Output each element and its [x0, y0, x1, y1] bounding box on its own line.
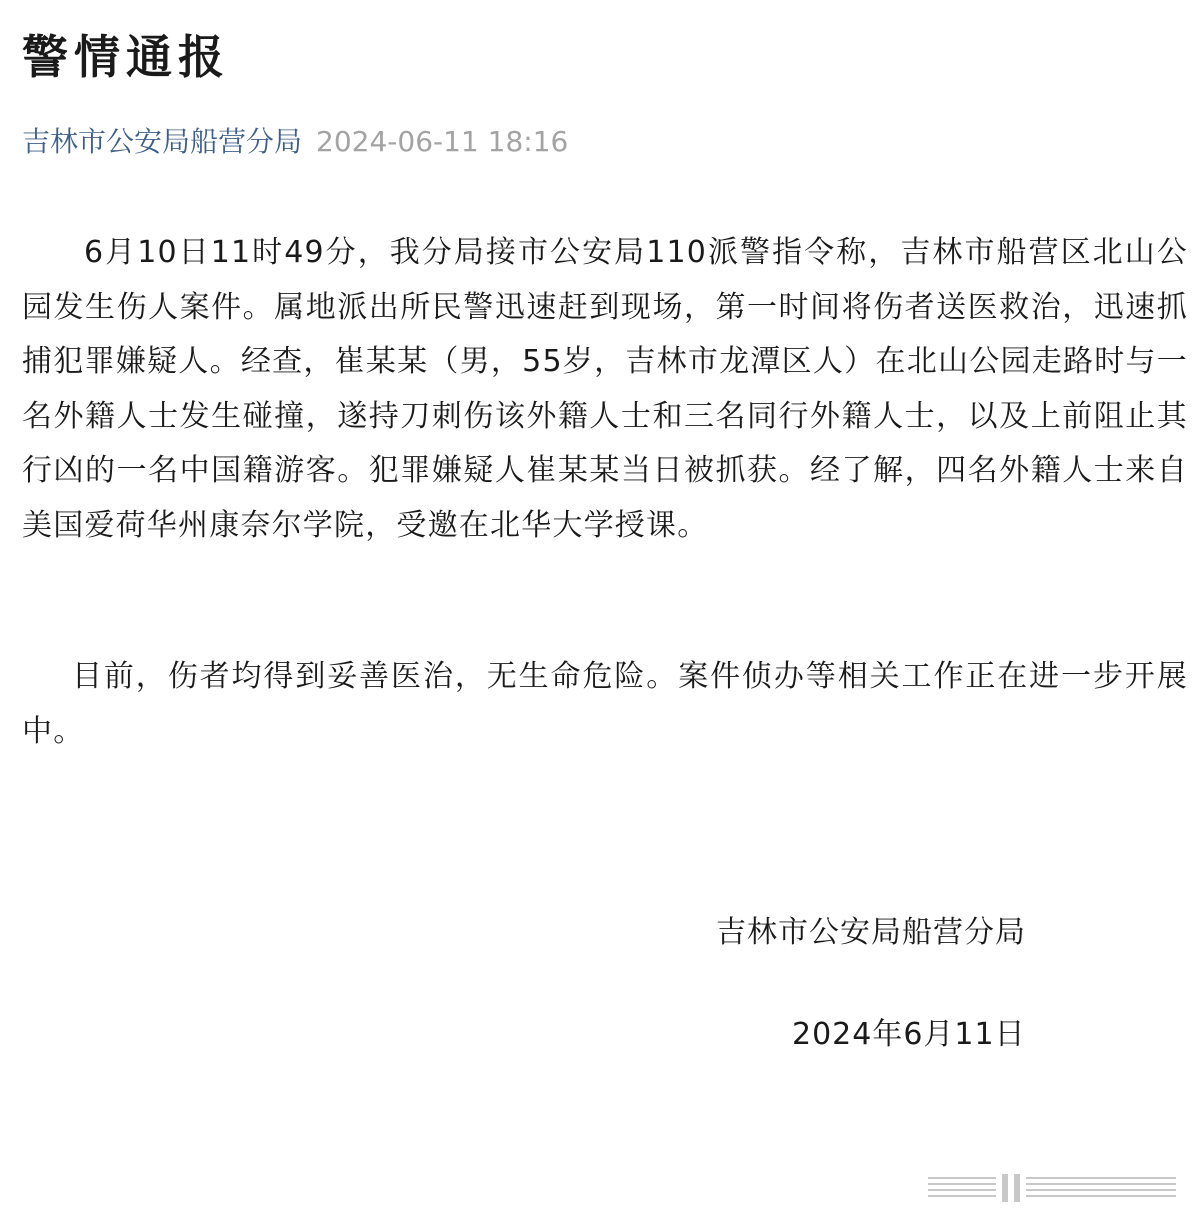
post-timestamp: 2024-06-11 18:16	[316, 125, 569, 158]
signature-date: 2024年6月11日	[792, 1017, 1026, 1052]
account-name-link[interactable]: 吉林市公安局船营分局	[22, 125, 303, 158]
watermark-lines-icon	[926, 1172, 1178, 1204]
post-meta	[22, 122, 568, 162]
signature-issuer: 吉林市公安局船营分局	[716, 915, 1026, 950]
page-title: 警情通报	[22, 30, 230, 84]
body-paragraph-2: 目前，伤者均得到妥善医治，无生命危险。案件侦办等相关工作正在进一步开展中。	[22, 659, 1188, 749]
body-paragraph-1: 6月10日11时49分，我分局接市公安局110派警指令称，吉林市船营区北山公园发生伤人案件。属地派出所民警迅速赶到现场，第一时间将伤者送医救治，迅速抓捕犯罪嫌疑人。经查，崔某某（男，55岁，吉林市龙潭区人）在北山公园走路时与一名外籍人士发生碰撞，遂持刀刺伤该外籍人士和三名同行外籍人士，以及上前阻止其行凶的一名中国籍游客。犯罪嫌疑人崔某某当日被抓获。经了解，四名外籍人士来自美国爱荷华州康奈尔学院，受邀在北华大学授课。	[22, 235, 1188, 543]
